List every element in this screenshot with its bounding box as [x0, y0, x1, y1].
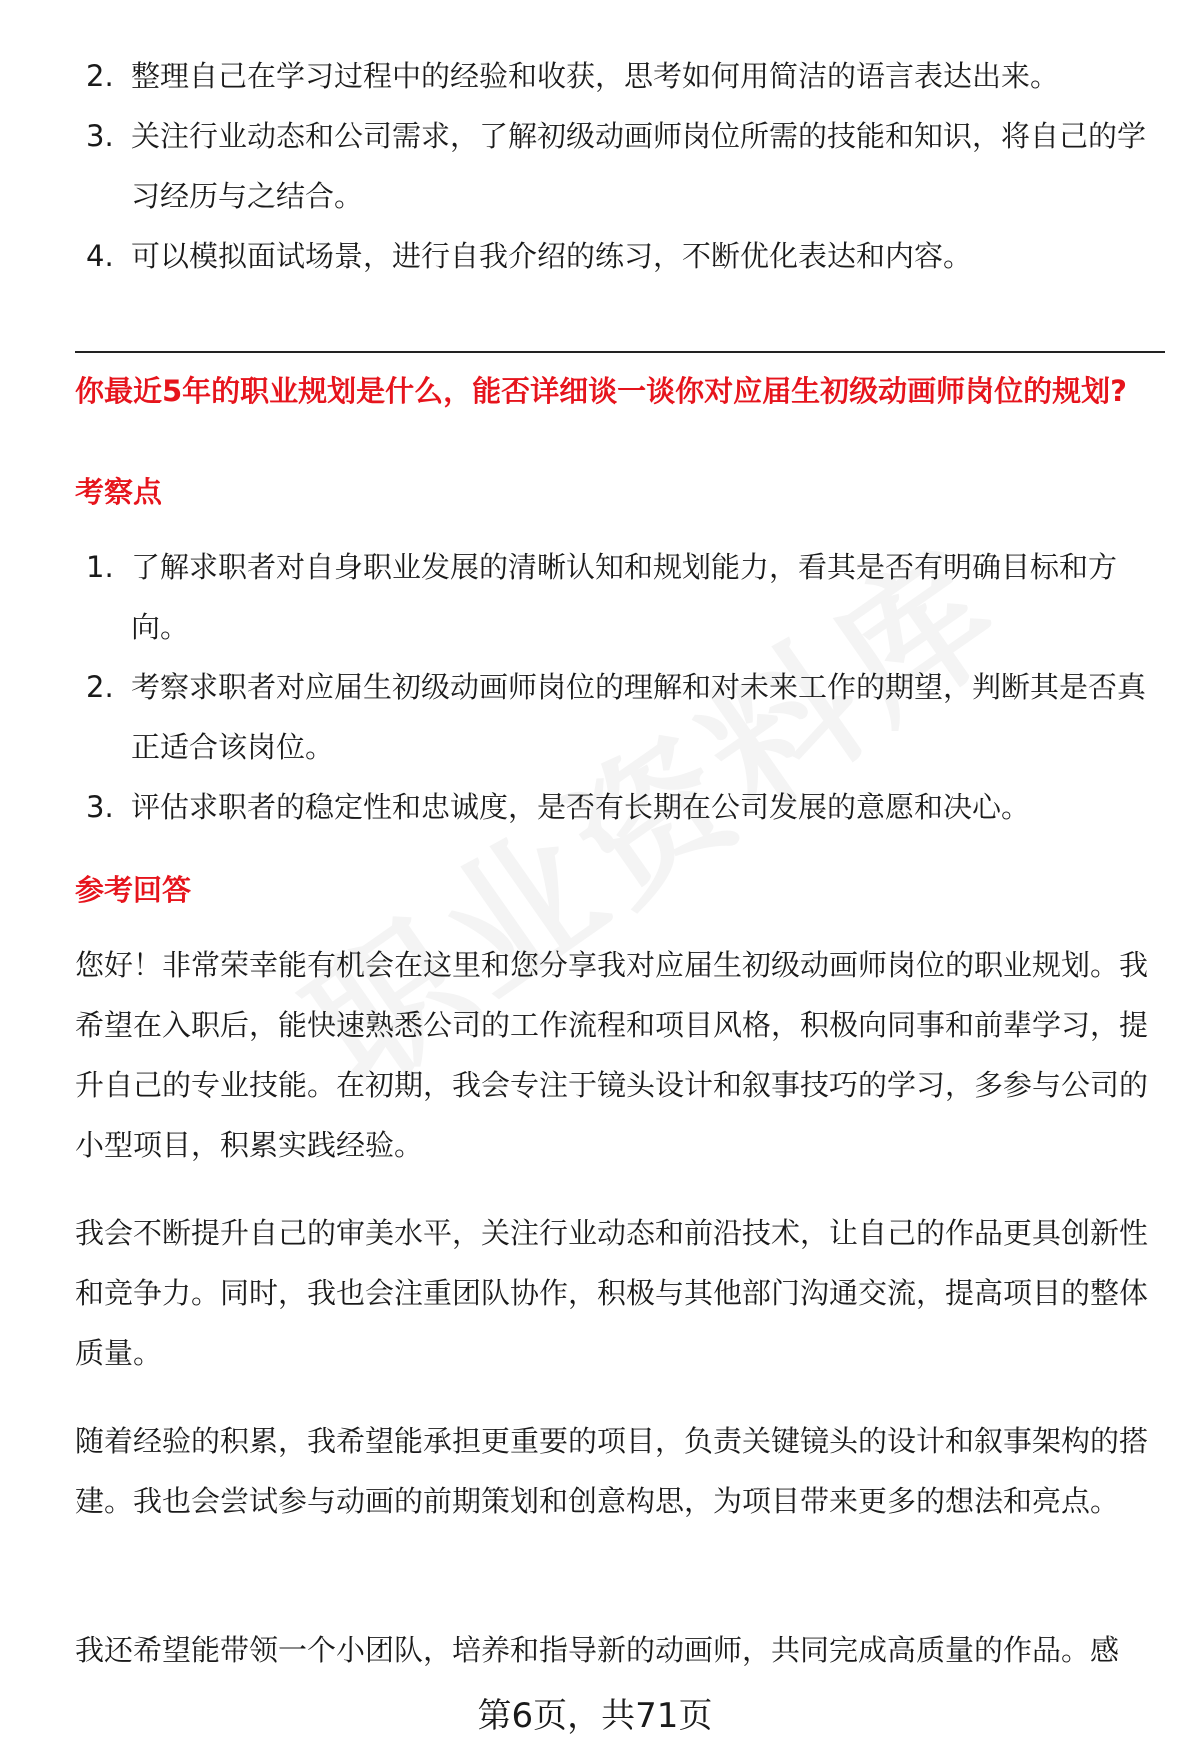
- list-text: 整理自己在学习过程中的经验和收获，思考如何用简洁的语言表达出来。: [131, 59, 1060, 93]
- check-points-heading: 考察点: [75, 475, 163, 509]
- list-item: [76, 46, 1161, 106]
- divider: [75, 351, 1165, 353]
- top-list: [76, 46, 1161, 286]
- list-number: 3.: [86, 790, 114, 824]
- check-points-list: [76, 537, 1161, 837]
- page-number: 第6页，共71页: [477, 1696, 713, 1736]
- answer-paragraph: 随着经验的积累，我希望能承担更重要的项目，负责关键镜头的设计和叙事架构的搭建。我也会尝试参与动画的前期策划和创意构思，为项目带来更多的想法和亮点。: [75, 1424, 1149, 1518]
- answer-paragraph: 我会不断提升自己的审美水平，关注行业动态和前沿技术，让自己的作品更具创新性和竞争力。同时，我也会注重团队协作，积极与其他部门沟通交流，提高项目的整体质量。: [75, 1216, 1149, 1370]
- list-item: [76, 657, 1161, 777]
- answer-heading: 参考回答: [75, 873, 192, 907]
- list-text: 关注行业动态和公司需求，了解初级动画师岗位所需的技能和知识，将自己的学习经历与之结合。: [131, 119, 1147, 213]
- list-item: [76, 537, 1161, 657]
- question-heading: 你最近5年的职业规划是什么，能否详细谈一谈你对应届生初级动画师岗位的规划?: [75, 374, 1128, 408]
- list-number: 2.: [86, 59, 114, 93]
- list-item: [76, 777, 1161, 837]
- list-item: [76, 226, 1161, 286]
- list-text: 考察求职者对应届生初级动画师岗位的理解和对未来工作的期望，判断其是否真正适合该岗位。: [131, 670, 1147, 764]
- list-text: 了解求职者对自身职业发展的清晰认知和规划能力，看其是否有明确目标和方向。: [131, 550, 1118, 644]
- list-item: [76, 106, 1161, 226]
- list-number: 1.: [86, 550, 114, 584]
- answer-paragraph: 我还希望能带领一个小团队，培养和指导新的动画师，共同完成高质量的作品。感: [75, 1633, 1120, 1667]
- answer-paragraph: 您好！非常荣幸能有机会在这里和您分享我对应届生初级动画师岗位的职业规划。我希望在入职后，能快速熟悉公司的工作流程和项目风格，积极向同事和前辈学习，提升自己的专业技能。在初期，我会专注于镜头设计和叙事技巧的学习，多参与公司的小型项目，积累实践经验。: [75, 948, 1149, 1162]
- list-number: 3.: [86, 119, 114, 153]
- list-text: 可以模拟面试场景，进行自我介绍的练习，不断优化表达和内容。: [131, 239, 973, 273]
- list-number: 2.: [86, 670, 114, 704]
- list-number: 4.: [86, 239, 114, 273]
- list-text: 评估求职者的稳定性和忠诚度，是否有长期在公司发展的意愿和决心。: [131, 790, 1031, 824]
